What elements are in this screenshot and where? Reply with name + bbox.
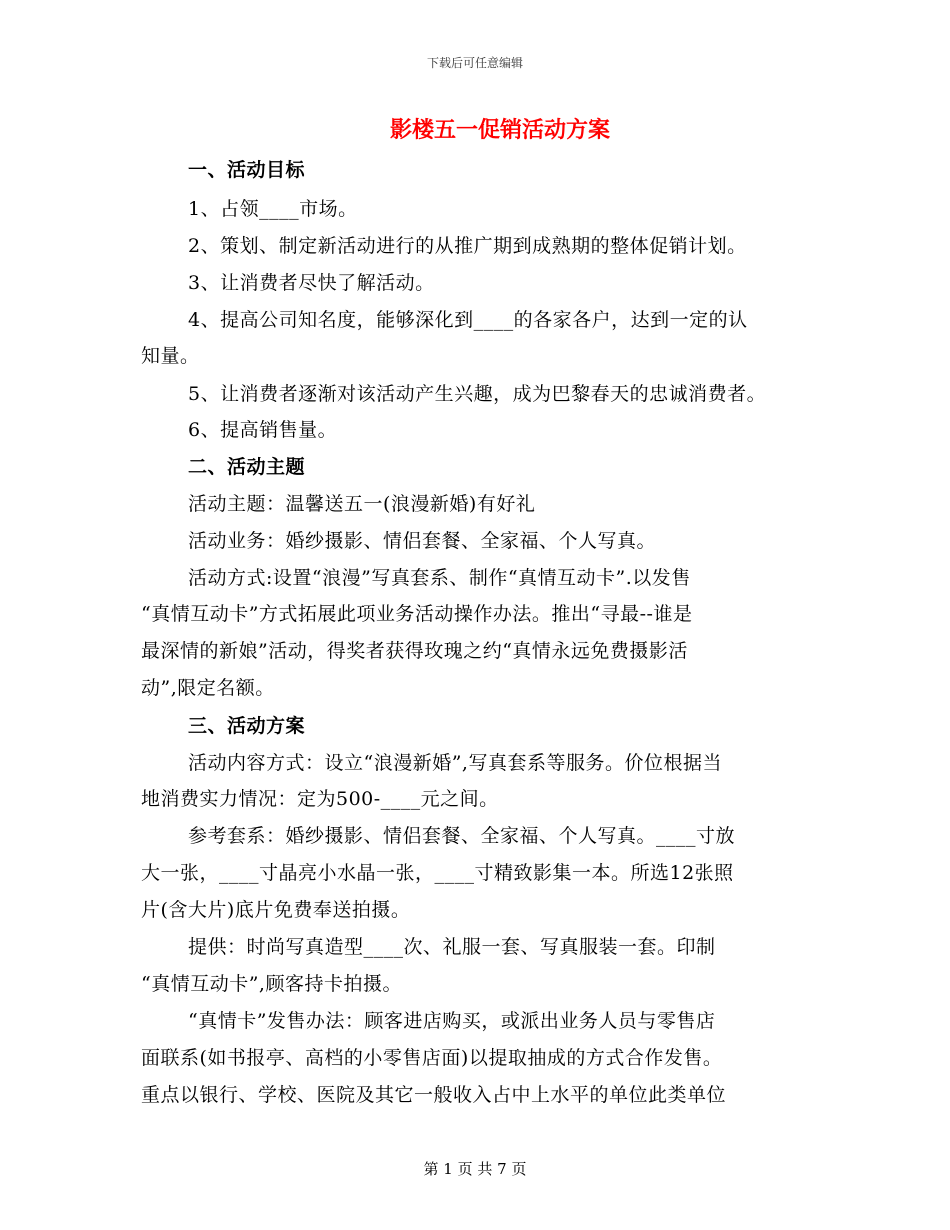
goal-item: 3、让消费者尽快了解活动。 — [188, 272, 435, 294]
goal-item: 1、占领____市场。 — [188, 198, 358, 220]
theme-line: 活动主题：温馨送五一(浪漫新婚)有好礼 — [188, 493, 536, 515]
plan-line: “真情互动卡”,顾客持卡拍摄。 — [141, 973, 402, 995]
plan-line: “真情卡”发售办法：顾客进店购买，或派出业务人员与零售店 — [188, 1010, 716, 1032]
theme-line: 最深情的新娘”活动，得奖者获得玫瑰之约“真情永远免费摄影活 — [141, 640, 688, 662]
section-heading-theme: 二、活动主题 — [188, 456, 306, 478]
goal-item: 5、让消费者逐渐对该活动产生兴趣，成为巴黎春天的忠诚消费者。 — [188, 383, 767, 405]
theme-line: 动”,限定名额。 — [141, 677, 275, 699]
theme-line: “真情互动卡”方式拓展此项业务活动操作办法。推出“寻最--谁是 — [141, 603, 693, 625]
plan-line: 重点以银行、学校、医院及其它一般收入占中上水平的单位此类单位 — [141, 1084, 727, 1106]
section-heading-plan: 三、活动方案 — [188, 715, 306, 737]
goal-item: 2、策划、制定新活动进行的从推广期到成熟期的整体促销计划。 — [188, 235, 747, 257]
section-heading-goals: 一、活动目标 — [188, 159, 306, 181]
plan-line: 大一张，____寸晶亮小水晶一张，____寸精致影集一本。所选12张照 — [141, 862, 734, 884]
goal-item: 6、提高销售量。 — [188, 419, 338, 441]
plan-line: 活动内容方式：设立“浪漫新婚”,写真套系等服务。价位根据当 — [188, 752, 722, 774]
goal-item: 4、提高公司知名度，能够深化到____的各家各户，达到一定的认 — [188, 309, 748, 331]
plan-line: 提供：时尚写真造型____次、礼服一套、写真服装一套。印制 — [188, 936, 716, 958]
plan-line: 地消费实力情况：定为500-____元之间。 — [141, 788, 499, 810]
theme-line: 活动业务：婚纱摄影、情侣套餐、全家福、个人写真。 — [188, 530, 657, 552]
theme-line: 活动方式:设置“浪漫”写真套系、制作“真情互动卡”.以发售 — [188, 567, 691, 589]
plan-line: 片(含大片)底片免费奉送拍摄。 — [141, 899, 411, 921]
page-footer: 第 1 页 共 7 页 — [423, 1160, 527, 1178]
plan-line: 参考套系：婚纱摄影、情侣套餐、全家福、个人写真。____寸放 — [188, 825, 736, 847]
plan-line: 面联系(如书报亭、高档的小零售店面)以提取抽成的方式合作发售。 — [141, 1047, 723, 1069]
header-note: 下载后可任意编辑 — [426, 56, 523, 70]
document-title: 影楼五一促销活动方案 — [389, 117, 610, 143]
goal-item-continued: 知量。 — [141, 345, 200, 367]
